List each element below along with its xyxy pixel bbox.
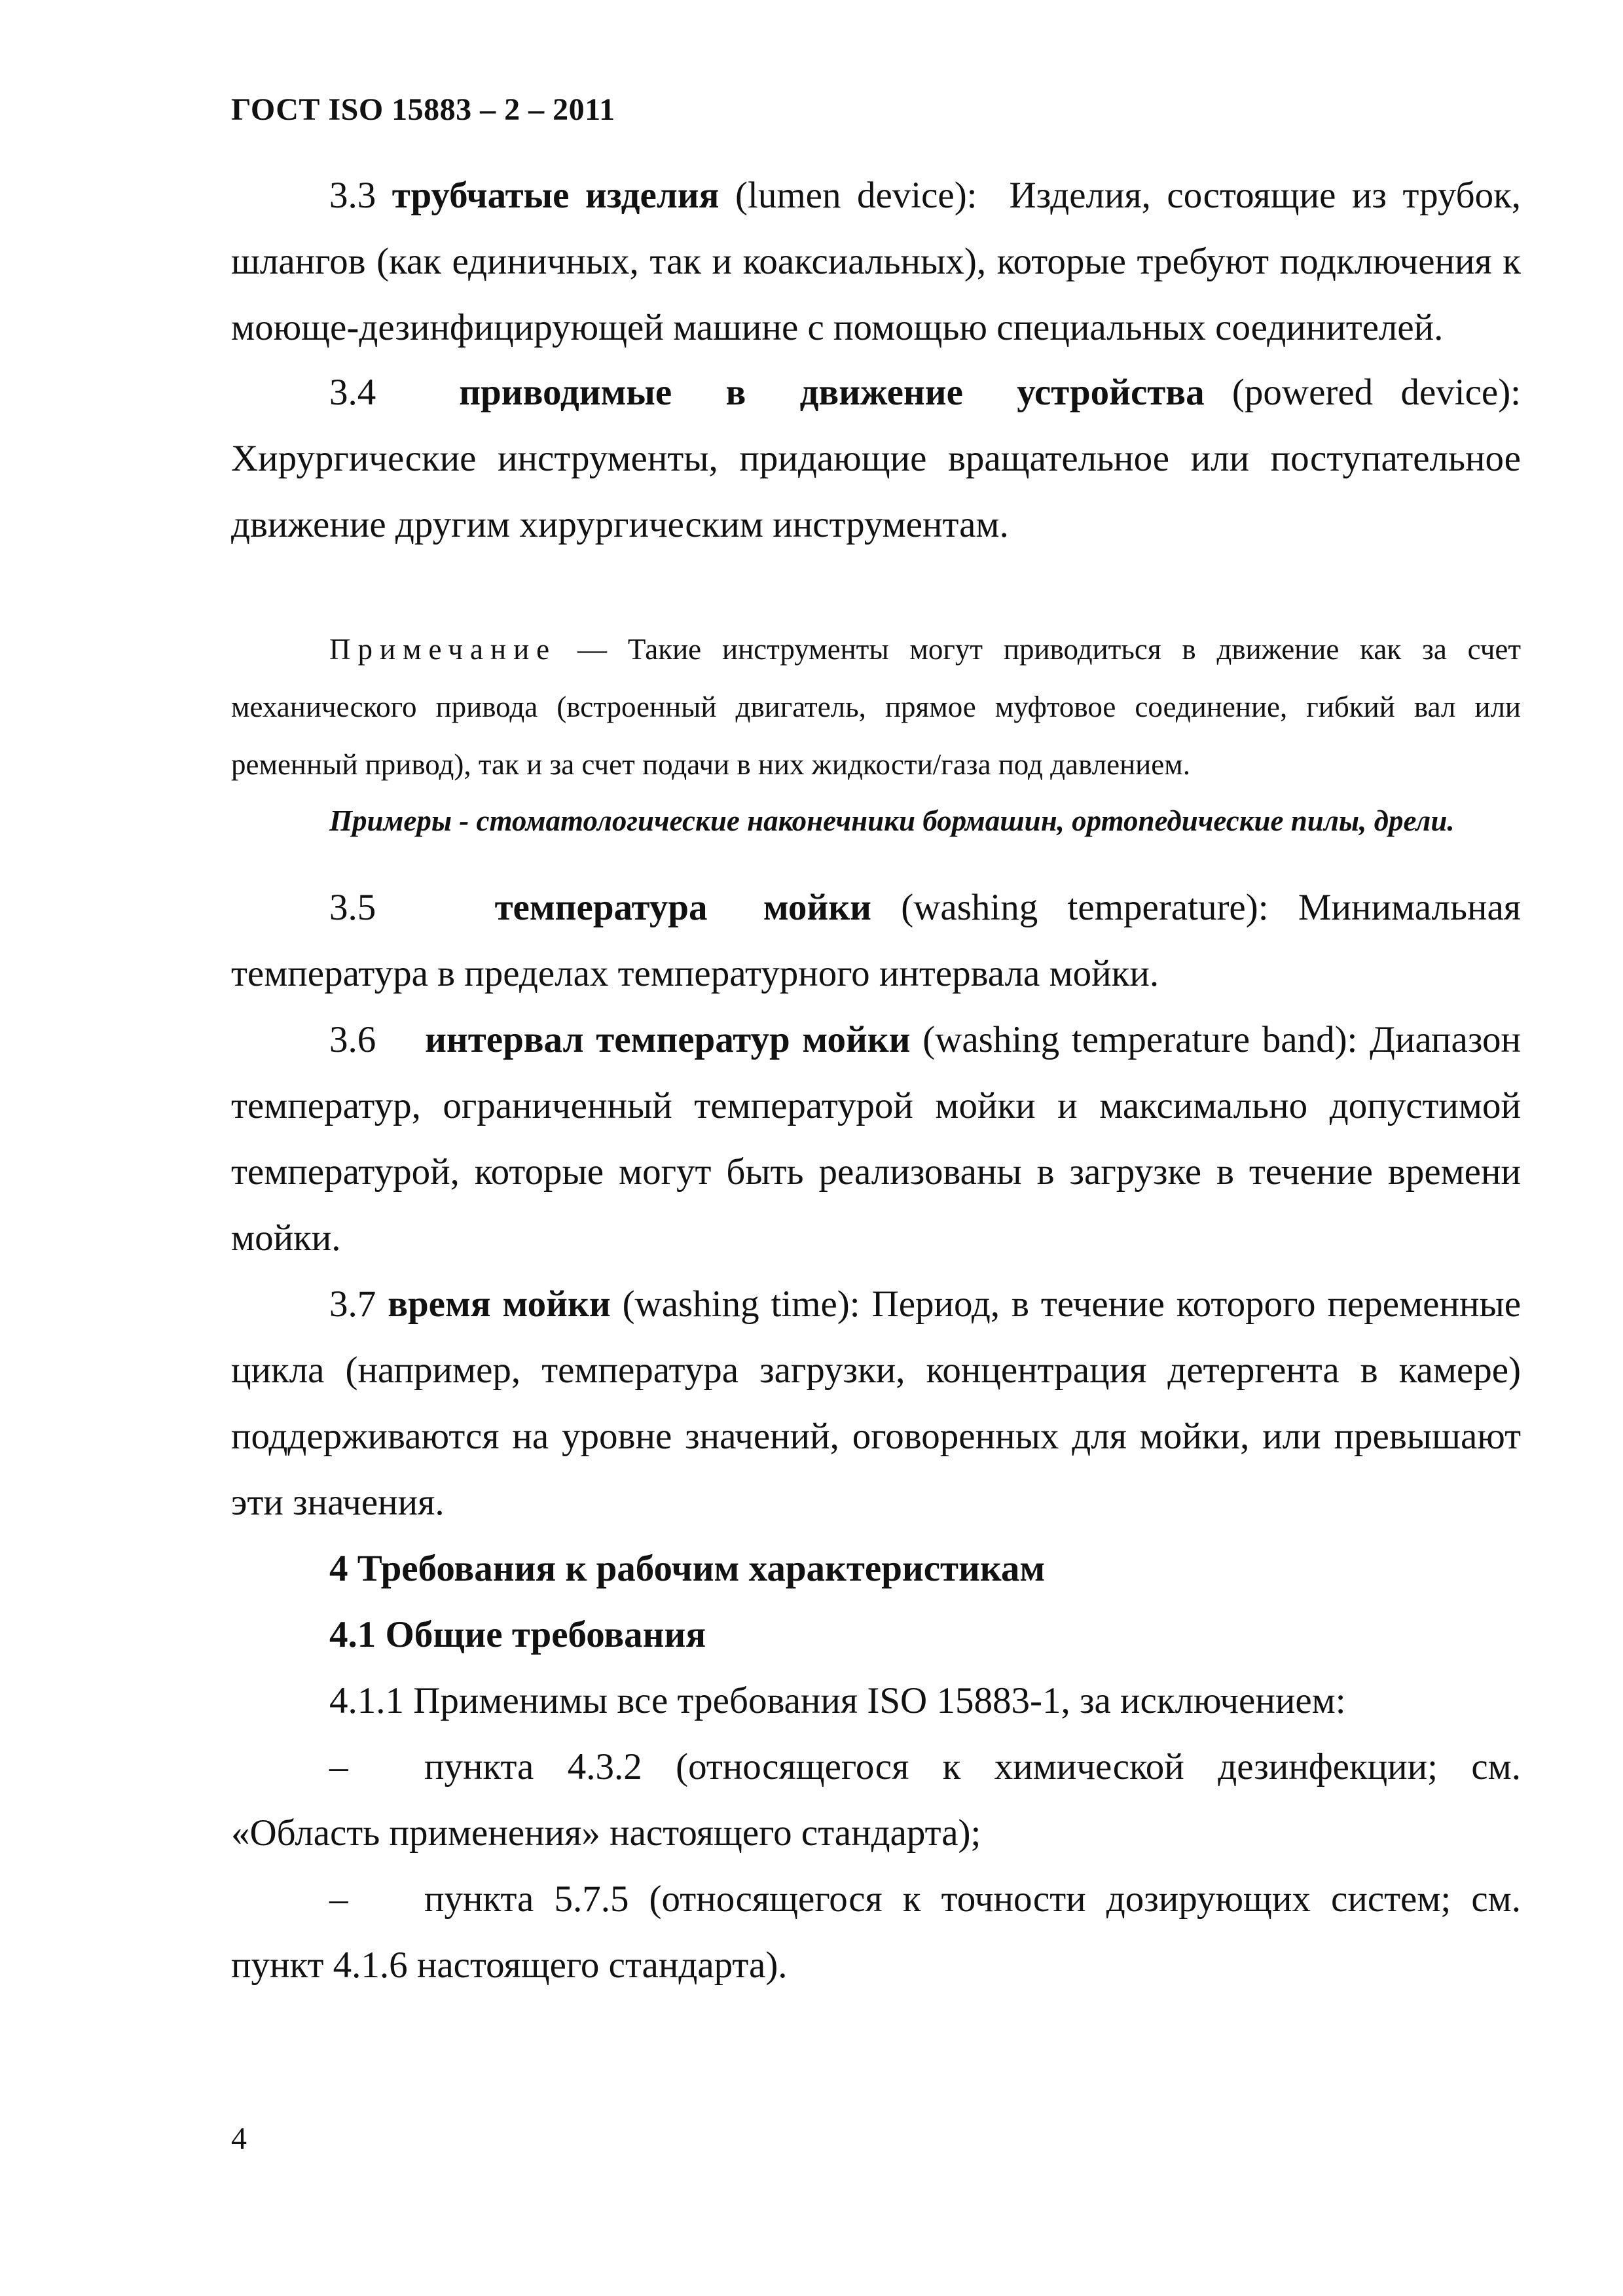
clause-number: 3.7 xyxy=(329,1283,376,1325)
clause-number: 3.5 xyxy=(329,887,376,928)
note-text: — Такие инструменты могут приводиться в движение как за счет механического привода (встроенный двигатель, прямое муфтовое соединение, гибкий вал или ременный привод), так и за счет подачи в них жидкости/газа под давлением. xyxy=(231,633,1521,781)
definition-text: Минимальная температура в пределах температурного интервала мойки. xyxy=(231,887,1522,994)
term-english: (washing temperature): xyxy=(901,887,1269,928)
section-heading-4: 4 Требования к рабочим характеристикам xyxy=(329,1548,1046,1589)
list-item-text: пункта 4.3.2 (относящегося к химической дезинфекции; см. «Область применения» настоящего стандарта); xyxy=(231,1746,1521,1854)
page-number: 4 xyxy=(231,2121,247,2156)
definition-text: Диапазон температур, ограниченный температурой мойки и максимально допустимой температурой, которые могут быть реализованы в загрузке в течение времени мойки. xyxy=(231,1019,1522,1259)
document-page xyxy=(231,0,1521,2296)
definition-3-6 xyxy=(231,1007,1521,1271)
definition-text: Хирургические инструменты, придающие вращательное или поступательное движение другим хирургическим инструментам. xyxy=(231,438,1521,545)
spacer xyxy=(231,558,1521,620)
clause-number: 3.4 xyxy=(329,372,376,413)
note xyxy=(231,620,1521,793)
spacer xyxy=(231,848,1521,874)
list-dash: – xyxy=(329,1878,348,1920)
examples: Примеры - стоматологические наконечники бормашин, ортопедические пилы, дрели. xyxy=(329,804,1455,837)
term: трубчатые изделия xyxy=(392,175,720,216)
list-dash: – xyxy=(329,1746,348,1787)
list-item xyxy=(231,1734,1521,1866)
definition-text: Изделия, состоящие из трубок, шлангов (как единичных, так и коаксиальных), которые требуют подключения к моюще-дезинфицирующей машине с помощью специальных соединителей. xyxy=(231,175,1522,348)
clause-number: 3.3 xyxy=(329,175,376,216)
term: интервал температур мойки xyxy=(425,1019,911,1060)
clause-number: 3.6 xyxy=(329,1019,376,1060)
term: приводимые в движение устройства xyxy=(459,372,1205,413)
term-english: (powered device): xyxy=(1231,372,1522,413)
list-item-text: пункта 5.7.5 (относящегося к точности дозирующих систем; см. пункт 4.1.6 настоящего стандарта). xyxy=(231,1878,1521,1986)
list-item xyxy=(231,1866,1521,1998)
document-header: ГОСТ ISO 15883 – 2 – 2011 xyxy=(231,92,615,127)
definition-3-3 xyxy=(231,162,1521,361)
definition-3-5 xyxy=(231,874,1521,1007)
definition-3-7 xyxy=(231,1271,1521,1535)
paragraph-4-1-1: 4.1.1 Применимы все требования ISO 15883-1, за исключением: xyxy=(329,1680,1346,1721)
document-body xyxy=(231,162,1521,1998)
section-heading-4-1: 4.1 Общие требования xyxy=(329,1614,706,1655)
note-label: Примечание xyxy=(329,633,557,666)
definition-text: Период, в течение которого переменные цикла (например, температура загрузки, концентрация детергента в камере) поддерживаются на уровне значений, оговоренных для мойки, или превышают эти значения. xyxy=(231,1283,1522,1523)
term: температура мойки xyxy=(494,887,871,928)
term: время мойки xyxy=(388,1283,611,1325)
term-english: (lumen device): xyxy=(735,175,977,216)
term-english: (washing time): xyxy=(622,1283,860,1325)
definition-3-4 xyxy=(231,359,1521,558)
term-english: (washing temperature band): xyxy=(922,1019,1358,1060)
